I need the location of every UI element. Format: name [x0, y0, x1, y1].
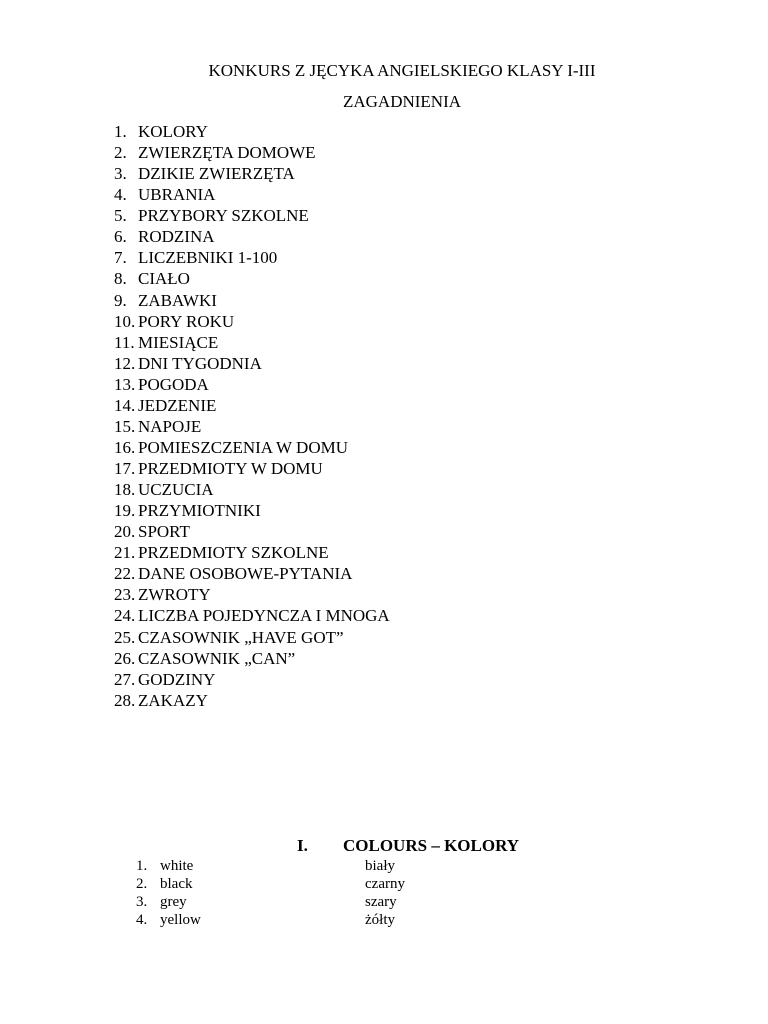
topic-label: UBRANIA [138, 185, 216, 205]
topic-label: ZABAWKI [138, 290, 217, 310]
topic-item [114, 605, 390, 626]
topic-item [114, 648, 390, 669]
topic-number: 26. [114, 648, 136, 668]
topic-item [114, 521, 390, 542]
vocabulary-number: 1. [136, 858, 148, 874]
topic-number: 17. [114, 459, 136, 478]
topic-label: RODZINA [138, 227, 215, 247]
topic-label: LICZBA POJEDYNCZA I MNOGA [138, 606, 390, 626]
topic-number: 2. [114, 143, 127, 163]
topic-item [114, 184, 390, 205]
topic-item [114, 479, 390, 500]
topic-item [114, 205, 390, 226]
topic-label: MIESIĄCE [138, 332, 219, 352]
english-word: grey [160, 894, 187, 910]
vocabulary-number: 3. [136, 894, 148, 910]
topic-label: SPORT [138, 522, 190, 542]
topic-label: PORY ROKU [138, 311, 235, 331]
topic-number: 12. [114, 353, 136, 373]
topic-item [114, 268, 390, 289]
topic-number: 14. [114, 395, 136, 415]
topic-item [114, 395, 390, 416]
topic-label: CIAŁO [138, 269, 190, 289]
vocabulary-item [136, 893, 556, 911]
polish-word: biały [365, 858, 395, 874]
topic-number: 28. [114, 690, 136, 710]
topic-label: ZAKAZY [138, 690, 208, 710]
topic-number: 15. [114, 416, 136, 436]
topic-number: 1. [114, 122, 127, 141]
topic-number: 5. [114, 206, 127, 226]
topic-number: 9. [114, 290, 127, 310]
topic-item [114, 458, 390, 479]
topics-list [114, 121, 390, 711]
section-heading [297, 836, 519, 856]
english-word: white [160, 858, 194, 874]
topic-label: POGODA [138, 374, 209, 394]
topic-item [114, 374, 390, 395]
topic-number: 19. [114, 501, 136, 521]
topic-item [114, 690, 390, 711]
topic-number: 7. [114, 248, 127, 268]
topic-item [114, 584, 390, 605]
topic-label: DZIKIE ZWIERZĘTA [138, 164, 295, 184]
section-title: COLOURS – KOLORY [343, 836, 520, 855]
topic-item [114, 669, 390, 690]
topic-number: 13. [114, 374, 136, 394]
topic-item [114, 542, 390, 563]
topic-label: DNI TYGODNIA [138, 353, 262, 373]
topic-label: PRZEDMIOTY SZKOLNE [138, 543, 329, 563]
english-word: yellow [160, 912, 201, 928]
topic-number: 21. [114, 543, 136, 563]
topic-number: 18. [114, 480, 136, 500]
polish-word: szary [365, 894, 397, 910]
topic-item [114, 627, 390, 648]
topic-label: DANE OSOBOWE-PYTANIA [138, 564, 353, 584]
document-subtitle: ZAGADNIENIA [342, 92, 462, 111]
topic-label: GODZINY [138, 669, 216, 689]
topic-label: JEDZENIE [138, 395, 217, 415]
topic-item [114, 437, 390, 458]
topic-item [114, 163, 390, 184]
english-word: black [160, 876, 193, 892]
topic-item [114, 311, 390, 332]
topic-item [114, 563, 390, 584]
topic-label: KOLORY [138, 122, 208, 141]
topic-label: ZWROTY [138, 585, 211, 605]
topic-number: 23. [114, 585, 136, 605]
polish-word: żółty [365, 912, 395, 928]
topic-label: PRZEDMIOTY W DOMU [138, 459, 323, 478]
topic-label: ZWIERZĘTA DOMOWE [138, 143, 316, 163]
topic-number: 4. [114, 185, 127, 205]
topic-item [114, 121, 390, 142]
topic-number: 3. [114, 164, 127, 184]
vocabulary-number: 2. [136, 876, 148, 892]
topic-item [114, 226, 390, 247]
vocabulary-number: 4. [136, 912, 148, 928]
topic-label: LICZEBNIKI 1-100 [138, 248, 278, 268]
topic-label: PRZYMIOTNIKI [138, 501, 261, 521]
vocabulary-item [136, 911, 556, 929]
topic-item [114, 353, 390, 374]
topic-number: 8. [114, 269, 127, 289]
vocabulary-item [136, 857, 556, 875]
topic-number: 24. [114, 606, 136, 626]
topic-item [114, 332, 390, 353]
topic-label: CZASOWNIK „CAN” [138, 648, 296, 668]
topic-item [114, 142, 390, 163]
topic-number: 6. [114, 227, 127, 247]
topic-number: 10. [114, 311, 136, 331]
topic-label: NAPOJE [138, 416, 202, 436]
vocabulary-item [136, 875, 556, 893]
topic-item [114, 416, 390, 437]
topic-label: UCZUCIA [138, 480, 214, 500]
topic-number: 16. [114, 437, 136, 457]
topic-label: POMIESZCZENIA W DOMU [138, 437, 348, 457]
topic-label: CZASOWNIK „HAVE GOT” [138, 627, 344, 647]
vocabulary-list [136, 857, 556, 929]
topic-label: PRZYBORY SZKOLNE [138, 206, 309, 226]
document-title: KONKURS Z JĘCYKA ANGIELSKIEGO KLASY I-III [208, 61, 596, 80]
polish-word: czarny [365, 876, 405, 892]
section-number: I. [297, 836, 308, 855]
topic-item [114, 500, 390, 521]
topic-number: 22. [114, 564, 136, 584]
topic-item [114, 247, 390, 268]
topic-number: 11. [114, 332, 135, 352]
topic-item [114, 290, 390, 311]
topic-number: 25. [114, 627, 136, 647]
topic-number: 20. [114, 522, 136, 542]
topic-number: 27. [114, 669, 136, 689]
